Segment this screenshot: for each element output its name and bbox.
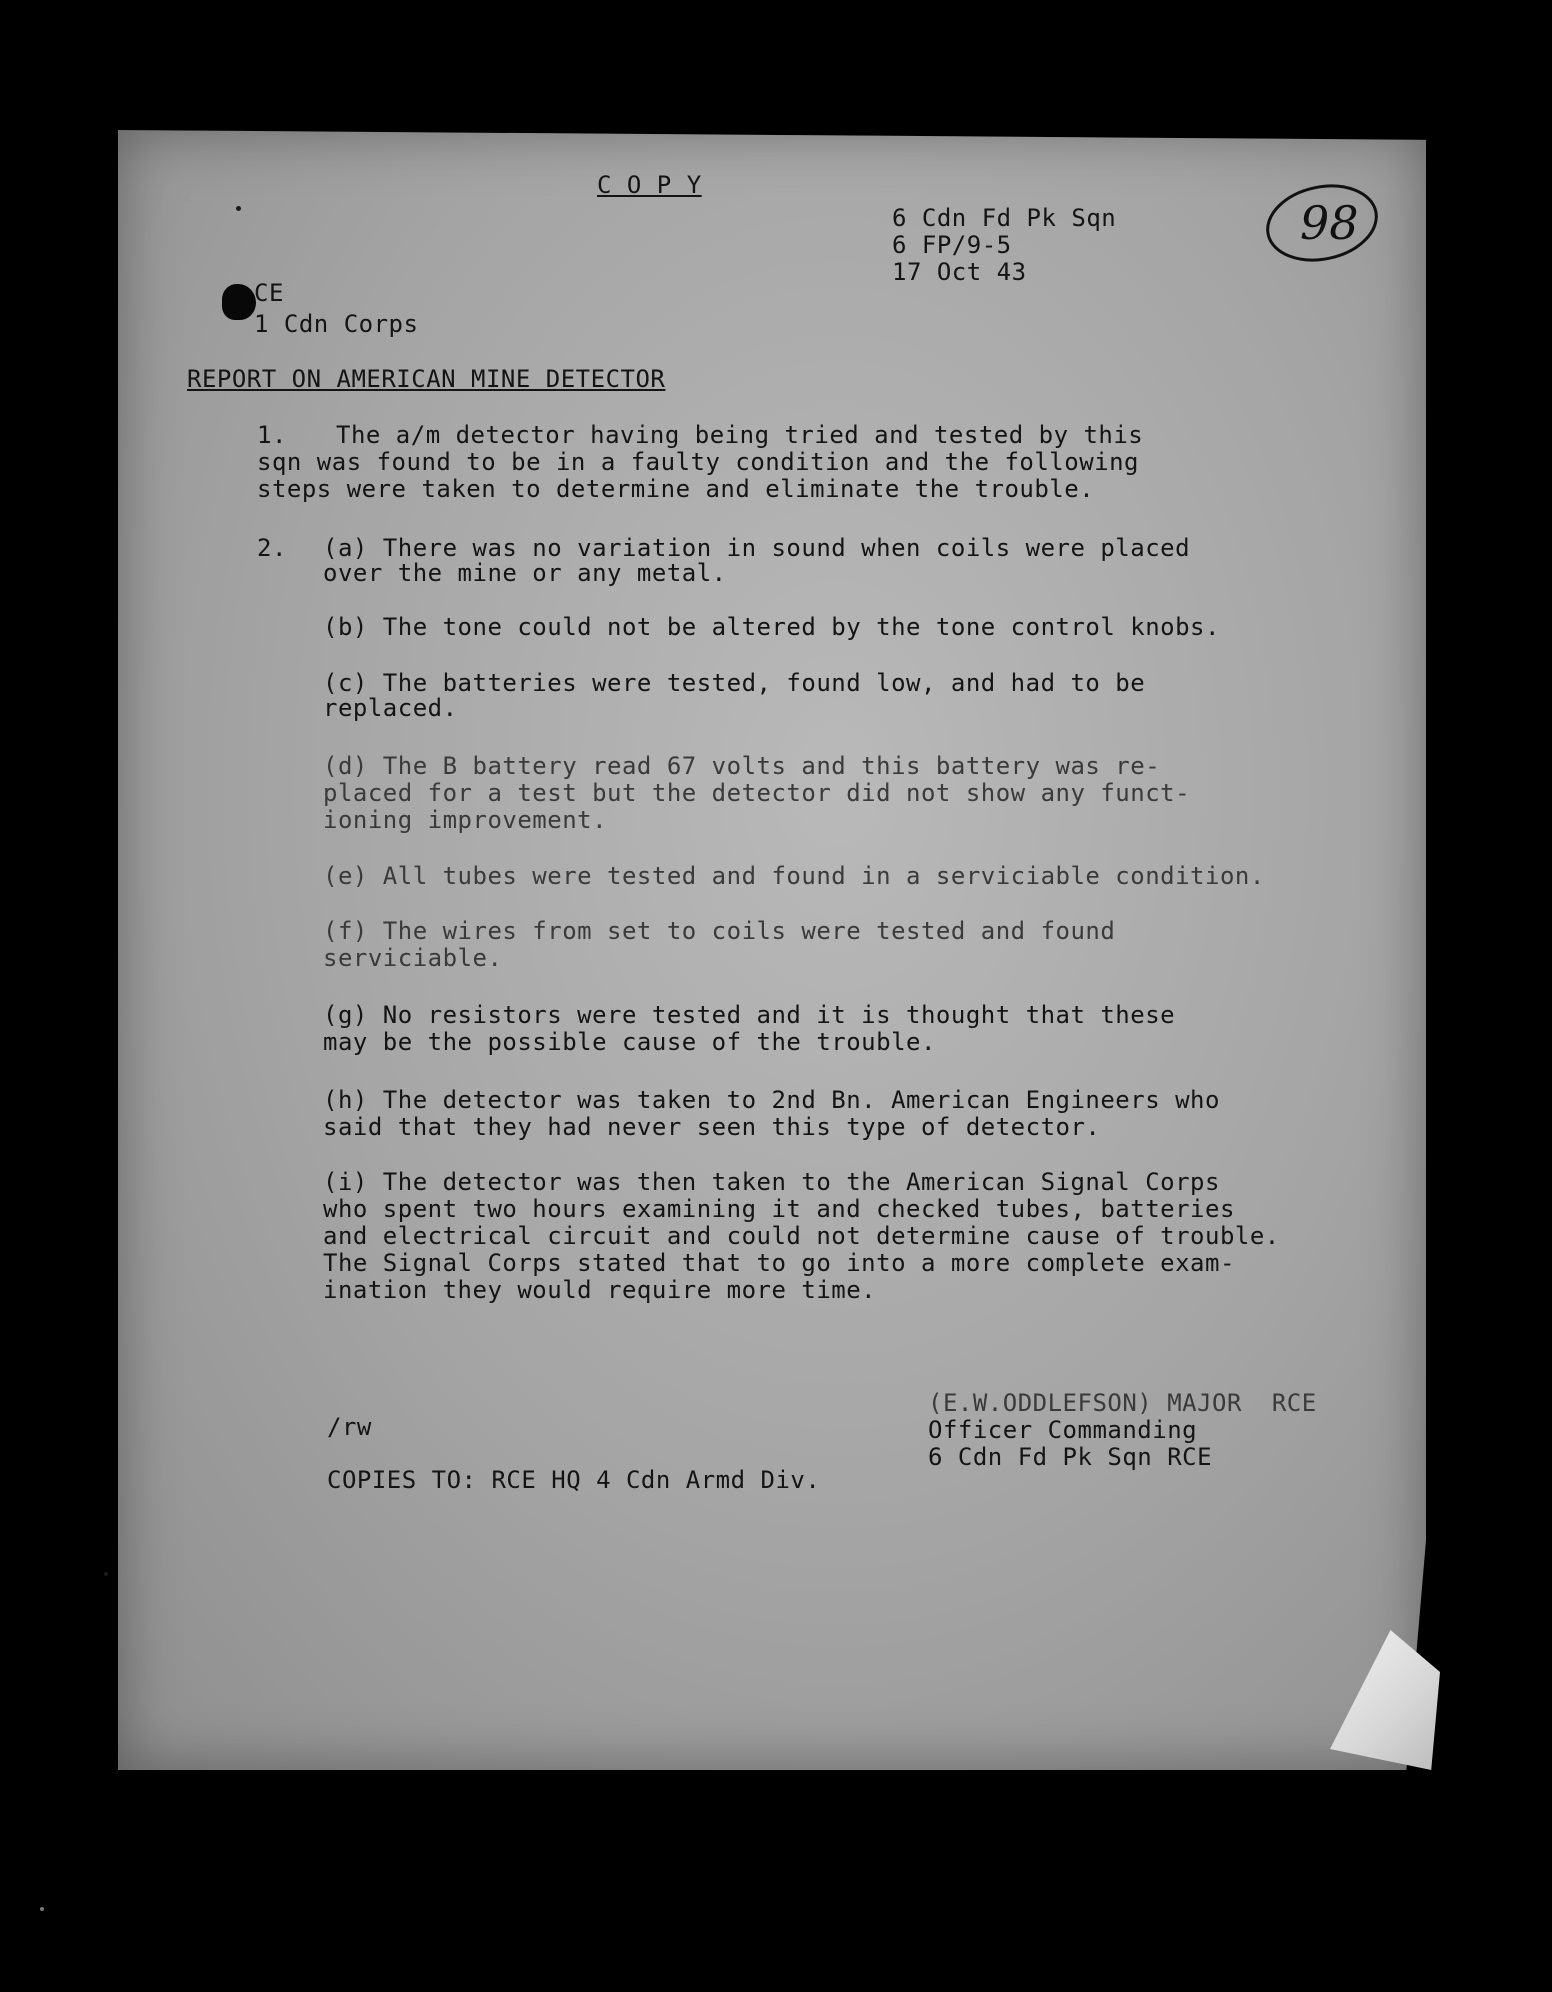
paragraph-1-line: The a/m detector having being tried and tested by this (336, 421, 1144, 449)
paragraph-1-number: 1. (257, 421, 287, 449)
document-date: 17 Oct 43 (892, 258, 1027, 286)
ink-blot (222, 284, 256, 320)
file-reference: 6 FP/9-5 (892, 231, 1012, 259)
item-i-line: The Signal Corps stated that to go into a more complete exam- (323, 1249, 1235, 1277)
folio-number: 98 (1300, 196, 1359, 250)
item-f-line: serviciable. (323, 944, 503, 972)
paragraph-2-number: 2. (257, 534, 287, 562)
signatory-unit: 6 Cdn Fd Pk Sqn RCE (928, 1443, 1213, 1471)
signatory-title: Officer Commanding (928, 1416, 1198, 1444)
speck (104, 1572, 108, 1576)
addressee-line-1: CE (254, 279, 284, 307)
item-i-line: (i) The detector was then taken to the American Signal Corps (323, 1168, 1220, 1196)
copies-to-line: COPIES TO: RCE HQ 4 Cdn Armd Div. (327, 1466, 821, 1494)
copy-mark: C O P Y (597, 171, 702, 199)
item-a-line: over the mine or any metal. (323, 559, 727, 587)
paragraph-1-line: sqn was found to be in a faulty condition and the following (257, 448, 1140, 476)
item-f-line: (f) The wires from set to coils were tested and found (323, 917, 1116, 945)
typist-initials: /rw (327, 1413, 372, 1441)
folio-stamp (1262, 176, 1382, 266)
item-i-line: and electrical circuit and could not determine cause of trouble. (323, 1222, 1280, 1250)
item-b-line: (b) The tone could not be altered by the tone control knobs. (323, 613, 1220, 641)
item-c-line: replaced. (323, 694, 458, 722)
item-h-line: (h) The detector was taken to 2nd Bn. American Engineers who (323, 1086, 1220, 1114)
item-e-line: (e) All tubes were tested and found in a serviciable condition. (323, 862, 1265, 890)
paragraph-1-line: steps were taken to determine and eliminate the trouble. (257, 475, 1095, 503)
addressee-line-2: 1 Cdn Corps (254, 310, 419, 338)
item-h-line: said that they had never seen this type of detector. (323, 1113, 1101, 1141)
item-d-line: placed for a test but the detector did not show any funct- (323, 779, 1191, 807)
item-a-line: (a) There was no variation in sound when coils were placed (323, 534, 1191, 562)
speck (236, 206, 241, 211)
item-i-line: who spent two hours examining it and checked tubes, batteries (323, 1195, 1235, 1223)
speck (40, 1907, 44, 1911)
item-d-line: (d) The B battery read 67 volts and this battery was re- (323, 752, 1161, 780)
unit-heading: 6 Cdn Fd Pk Sqn (892, 204, 1117, 232)
item-c-line: (c) The batteries were tested, found low, and had to be (323, 669, 1146, 697)
item-d-line: ioning improvement. (323, 806, 608, 834)
item-g-line: (g) No resistors were tested and it is thought that these (323, 1001, 1176, 1029)
item-i-line: ination they would require more time. (323, 1276, 877, 1304)
item-g-line: may be the possible cause of the trouble. (323, 1028, 936, 1056)
signatory-name: (E.W.ODDLEFSON) MAJOR RCE (928, 1389, 1317, 1417)
report-title: REPORT ON AMERICAN MINE DETECTOR (187, 365, 666, 393)
